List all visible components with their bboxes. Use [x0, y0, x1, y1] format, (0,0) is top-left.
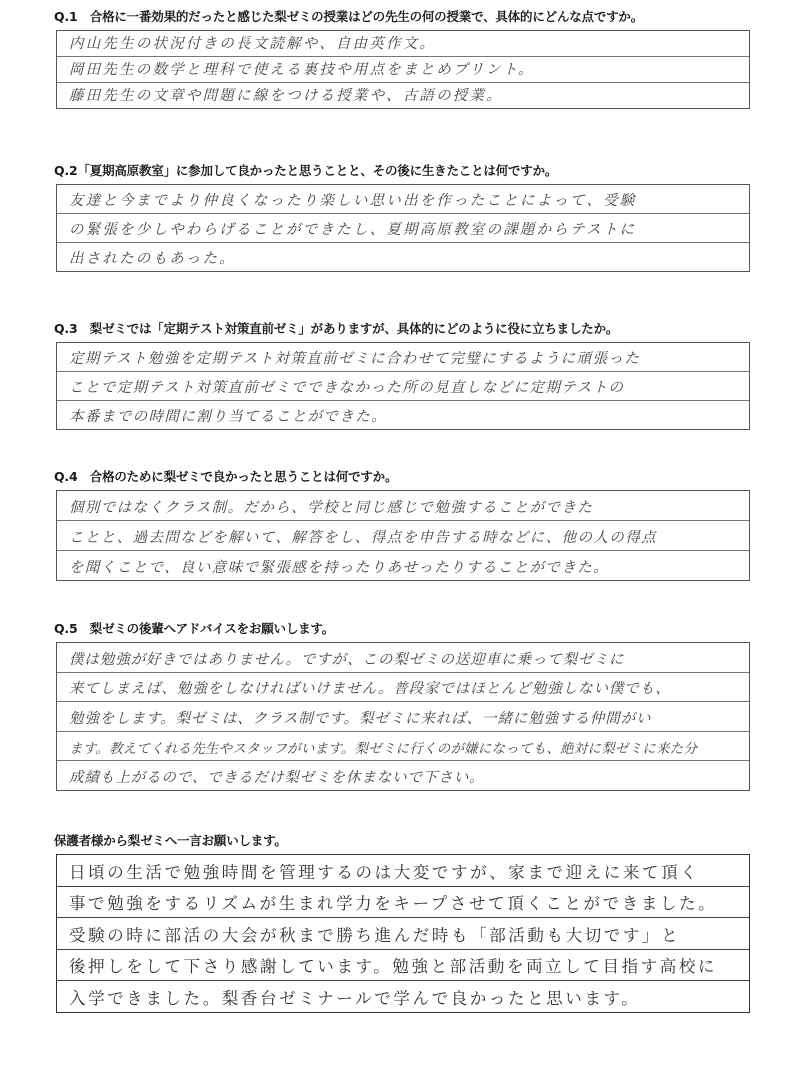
answer-line	[57, 551, 749, 580]
answer-line	[57, 673, 749, 703]
answer-line	[57, 981, 749, 1012]
question-2	[54, 162, 754, 272]
handwritten-answer-text: 来てしまえば、勉強をしなければいけません。普段家ではほとんど勉強しない僕でも、	[69, 681, 671, 697]
answer-line	[57, 950, 749, 982]
question-1	[54, 8, 754, 109]
question-4-answer-box	[56, 490, 750, 581]
guardian-comment	[54, 832, 754, 1013]
question-2-answer-box	[56, 184, 750, 272]
question-1-title: Q.1 合格に一番効果的だったと感じた梨ゼミの授業はどの先生の何の授業で、具体的にどんな点ですか。	[54, 9, 644, 24]
answer-line	[57, 643, 749, 673]
question-1-answer-box	[56, 30, 750, 109]
handwritten-answer-text: 僕は勉強が好きではありません。ですが、この梨ゼミの送迎車に乗って梨ゼミに	[69, 651, 625, 668]
answer-line	[57, 401, 749, 429]
handwritten-answer-text: 出されたのもあった。	[69, 251, 236, 267]
handwritten-answer-text: 事で勉強をするリズムが生まれ学力をキープさせて頂くことができました。	[69, 894, 718, 913]
guardian-comment-answer-box	[56, 854, 750, 1013]
question-3-title: Q.3 梨ゼミでは「定期テスト対策直前ゼミ」がありますが、具体的にどのように役に立ちましたか。	[54, 321, 619, 336]
question-3	[54, 320, 754, 430]
answer-line	[57, 372, 749, 401]
question-5-answer-box	[56, 642, 750, 791]
handwritten-answer-text: ことで定期テスト対策直前ゼミでできなかった所の見直しなどに定期テストの	[69, 380, 625, 396]
handwritten-answer-text: 藤田先生の文章や問題に線をつける授業や、古語の授業。	[69, 88, 503, 104]
answer-line	[57, 491, 749, 521]
answer-line	[57, 343, 749, 372]
handwritten-answer-text: 岡田先生の数学と理科で使える裏技や用点をまとめプリント。	[69, 62, 535, 78]
answer-line	[57, 918, 749, 950]
answer-line	[57, 31, 749, 57]
answer-line	[57, 855, 749, 887]
question-2-title: Q.2「夏期高原教室」に参加して良かったと思うことと、その後に生きたことは何ですか。	[54, 163, 558, 178]
question-4	[54, 468, 754, 581]
handwritten-answer-text: ます。教えてくれる先生やスタッフがいます。梨ゼミに行くのが嫌になっても、絶対に梨ゼミに来た分	[69, 741, 698, 757]
question-4-title: Q.4 合格のために梨ゼミで良かったと思うことは何ですか。	[54, 469, 398, 484]
handwritten-answer-text: 個別ではなくクラス制。だから、学校と同じ感じで勉強することができた	[69, 500, 594, 516]
answer-line	[57, 243, 749, 271]
question-5-title: Q.5 梨ゼミの後輩へアドバイスをお願いします。	[54, 621, 335, 636]
handwritten-answer-text: 成績も上がるので、できるだけ梨ゼミを休まないで下さい。	[69, 769, 485, 786]
handwritten-answer-text: 入学できました。梨香台ゼミナールで学んで良かったと思います。	[69, 988, 641, 1008]
answer-line	[57, 83, 749, 108]
answer-line	[57, 57, 749, 83]
answer-line	[57, 887, 749, 919]
handwritten-answer-text: の緊張を少しやわらげることができたし、夏期高原教室の課題からテストに	[69, 222, 637, 238]
answer-line	[57, 521, 749, 551]
handwritten-answer-text: 勉強をします。梨ゼミは、クラス制です。梨ゼミに来れば、一緒に勉強する仲間がい	[69, 710, 652, 727]
handwritten-answer-text: 日頃の生活で勉強時間を管理するのは大変ですが、家まで迎えに来て頂く	[69, 862, 700, 882]
question-5	[54, 620, 754, 791]
answer-line	[57, 761, 749, 790]
handwritten-answer-text: 後押しをして下さり感謝しています。勉強と部活動を両立して目指す高校に	[69, 957, 718, 976]
handwritten-answer-text: 本番までの時間に割り当てることができた。	[69, 409, 387, 425]
answer-line	[57, 185, 749, 214]
question-3-answer-box	[56, 342, 750, 430]
handwritten-answer-text: 内山先生の状況付きの長文読解や、自由英作文。	[69, 36, 437, 52]
handwritten-answer-text: ことと、過去問などを解いて、解答をし、得点を申告する時などに、他の人の得点	[69, 530, 658, 546]
guardian-comment-title: 保護者様から梨ゼミへ一言お願いします。	[54, 833, 287, 848]
handwritten-answer-text: を聞くことで、良い意味で緊張感を持ったりあせったりすることができた。	[69, 560, 610, 576]
answer-line	[57, 732, 749, 762]
handwritten-answer-text: 受験の時に部活の大会が秋まで勝ち進んだ時も「部活動も大切です」と	[69, 925, 681, 945]
handwritten-answer-text: 友達と今までより仲良くなったり楽しい思い出を作ったことによって、受験	[69, 193, 637, 209]
answer-line	[57, 702, 749, 732]
answer-line	[57, 214, 749, 243]
handwritten-answer-text: 定期テスト勉強を定期テスト対策直前ゼミに合わせて完璧にするように頑張った	[69, 351, 641, 367]
